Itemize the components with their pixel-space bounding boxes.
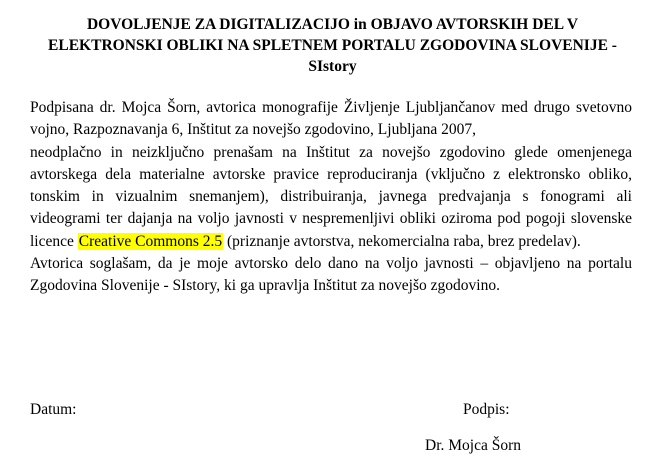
signatory-name: Dr. Mojca Šorn — [425, 437, 522, 454]
license-link[interactable]: Creative Commons 2.5 — [78, 232, 223, 250]
title-line-1: DOVOLJENJE ZA DIGITALIZACIJO in OBJAVO AVTORSKIH DEL V — [86, 16, 579, 33]
license-terms-text: (priznanje avtorstva, nekomercialna raba, brez predelav). — [223, 232, 581, 250]
document-body — [30, 97, 632, 298]
rights-transfer-text: neodplačno in neizključno prenašam na Inštitut za novejšo zgodovino glede omenjenega avtorskega dela materialne avtorske pravice reproduciranja (vključno z elektronsko obliko, tonskim in vizualnim snemanjem), distribuiranja, javnega predvajanja s fonogrami ali videogrami ter dajanja na voljo javnosti v nespremenljivi obliki oziroma pod pogoji slovenske licence — [30, 143, 632, 250]
signature-label: Podpis: — [463, 401, 510, 418]
document-title — [20, 14, 645, 77]
title-line-2: ELEKTRONSKI OBLIKI NA SPLETNEM PORTALU ZGODOVINA SLOVENIJE - — [48, 37, 617, 54]
paragraph-consent: Avtorica soglašam, da je moje avtorsko delo dano na voljo javnosti – objavljeno na portalu Zgodovina Slovenije - SIstory, ki ga upravlja Inštitut za novejšo zgodovino. — [30, 255, 632, 295]
paragraph-rights-transfer — [30, 142, 632, 253]
paragraph-author-statement: Podpisana dr. Mojca Šorn, avtorica monografije Življenje Ljubljančanov med drugo svetovno vojno, Razpoznavanja 6, Inštitut za novejšo zgodovino, Ljubljana 2007, — [30, 99, 632, 139]
title-line-3: SIstory — [308, 58, 357, 75]
date-label: Datum: — [30, 401, 77, 418]
